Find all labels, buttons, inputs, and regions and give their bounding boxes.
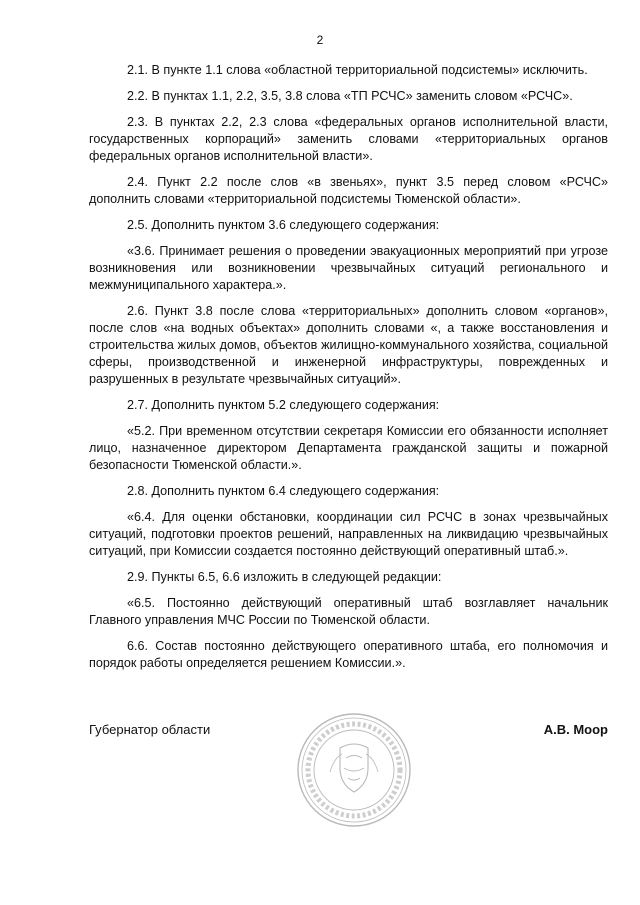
paragraph-2-2: 2.2. В пунктах 1.1, 2.2, 3.5, 3.8 слова «ТП РСЧС» заменить словом «РСЧС». <box>127 89 573 103</box>
paragraph-6-6-text: 6.6. Состав постоянно действующего оперативного штаба, его полномочия и порядок работы определяется решением Комиссии.». <box>89 639 608 670</box>
signatory-name: А.В. Моор <box>543 722 608 737</box>
paragraph-2-1: 2.1. В пункте 1.1 слова «областной территориальной подсистемы» исключить. <box>127 63 588 77</box>
paragraph-2-8: 2.8. Дополнить пунктом 6.4 следующего содержания: <box>127 484 440 498</box>
document-body <box>89 62 608 681</box>
paragraph-2-3: 2.3. В пунктах 2.2, 2.3 слова «федеральных органов исполнительной власти, государственных корпораций» заменить словами «территориальных органов федеральных органов исполнительной власти». <box>89 115 608 163</box>
paragraph-3-6-text: «3.6. Принимает решения о проведении эвакуационных мероприятий при угрозе возникновения или возникновении чрезвычайных ситуаций регионального и межмуниципального характера.». <box>89 244 608 292</box>
paragraph-6-4-text: «6.4. Для оценки обстановки, координации сил РСЧС в зонах чрезвычайных ситуаций, подготовки проектов решений, направленных на ликвидацию чрезвычайных ситуаций, при Комиссии создается постоянно действующий оперативный штаб.». <box>89 510 608 558</box>
signature-block <box>89 722 608 742</box>
paragraph-2-7: 2.7. Дополнить пунктом 5.2 следующего содержания: <box>127 398 440 412</box>
paragraph-2-4: 2.4. Пункт 2.2 после слов «в звеньях», пункт 3.5 перед словом «РСЧС» дополнить словами «территориальной подсистемы Тюменской области». <box>89 175 608 206</box>
paragraph-2-5: 2.5. Дополнить пунктом 3.6 следующего содержания: <box>127 218 440 232</box>
paragraph-2-6: 2.6. Пункт 3.8 после слова «территориальных» дополнить словом «органов», после слов «на водных объектах» дополнить словами «, а также восстановления и строительства жилых домов, объектов жилищно-коммунального хозяйства, социальной сферы, производственной и инженерной инфраструктуры, поврежденных и разрушенных в результате чрезвычайных ситуаций». <box>89 304 608 386</box>
paragraph-5-2-text: «5.2. При временном отсутствии секретаря Комиссии его обязанности исполняет лицо, назначенное директором Департамента гражданской защиты и пожарной безопасности Тюменской области.». <box>89 424 608 472</box>
page-number: 2 <box>316 33 324 47</box>
signatory-title: Губернатор области <box>89 722 211 737</box>
paragraph-6-5-text: «6.5. Постоянно действующий оперативный штаб возглавляет начальник Главного управления МЧС России по Тюменской области. <box>89 596 608 627</box>
paragraph-2-9: 2.9. Пункты 6.5, 6.6 изложить в следующей редакции: <box>127 570 442 584</box>
